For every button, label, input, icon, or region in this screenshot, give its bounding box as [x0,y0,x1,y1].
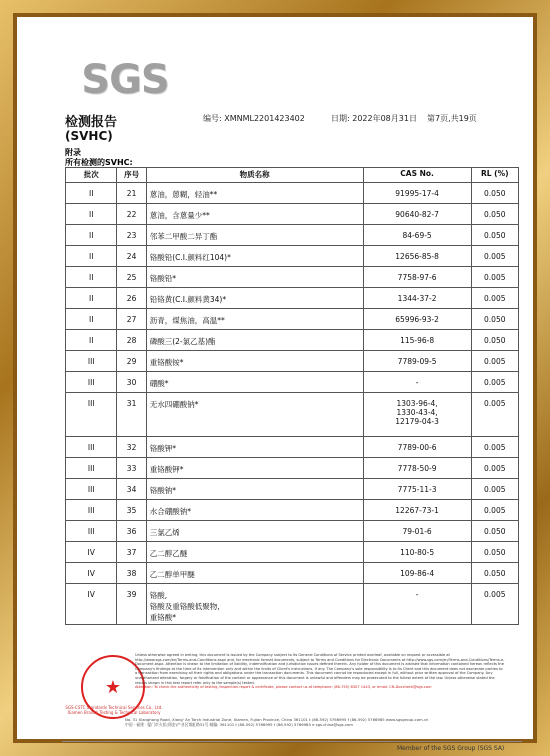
table-row [66,246,519,267]
all-svhc-label: 所有检测的SVHC: [65,158,133,167]
batch-cell: II [66,288,117,309]
table-row [66,225,519,246]
table-row [66,542,519,563]
member-text: Member of the SGS Group (SGS SA) [397,745,505,752]
substance-name-cell: 无水四硼酸钠* [146,393,363,437]
rl-cell: 0.050 [471,542,518,563]
seq-cell: 28 [117,330,146,351]
disclaimer: Unless otherwise agreed in writing, this document is issued by the Company subject to its General Conditions of Service printed overleaf, available on request or accessible at http://www.sgs.com/en/Terms-and-Conditions.aspx and, for electronic format documents, subject to Terms and Conditions for Electronic Documents at http://www.sgs.com/en/Terms-and-Conditions/Terms-e-Document.aspx. Attention is drawn to the limitation of liability, indemnification and jurisdiction issues defined therein. Any holder of this document is advised that information contained hereon reflects the Company's findings at the time of its intervention only and within the limits of Client's instructions, if any. The Company's sole responsibility is to its Client and this document does not exonerate parties to a transaction from exercising all their rights and obligations under the transaction documents. This document cannot be reproduced except in full, without prior written approval of the Company. Any unauthorized alteration, forgery or falsification of the content or appearance of this document is unlawful and offenders may be prosecuted to the fullest extent of the law. Unless otherwise stated the results shown in this test report refer only to the sample(s) tested. [135,653,505,685]
cas-cell: - [363,584,471,625]
seq-cell: 21 [117,183,146,204]
batch-cell: IV [66,584,117,625]
table-row [66,437,519,458]
substance-name-cell: 蒽油，含蒽量少** [146,204,363,225]
report-title: 检测报告 [65,115,118,130]
col-rl: RL (%) [471,168,518,183]
seq-cell: 24 [117,246,146,267]
seq-cell: 38 [117,563,146,584]
seq-cell: 30 [117,372,146,393]
substance-name-cell: 重铬酸钾* [146,458,363,479]
cas-cell: 65996-93-2 [363,309,471,330]
col-cas: CAS No. [363,168,471,183]
rl-cell: 0.005 [471,288,518,309]
table-row [66,309,519,330]
substance-name-cell: 蒽油，蒽糊，轻油** [146,183,363,204]
substance-name-cell: 铬酸钠* [146,479,363,500]
sgs-logo: SGS [81,57,169,103]
cas-cell: 109-86-4 [363,563,471,584]
svhc-table [65,167,519,625]
seal-caption: SGS-CSTC Standards Technical Services Co., Ltd. Xiamen Branch Testing & Technical Laboratory [65,705,163,715]
table-row [66,204,519,225]
report-number: 编号: XMNML2201423402 [203,114,305,123]
substance-name-cell: 铅铬黄(C.I.颜料黄34)* [146,288,363,309]
seq-cell: 33 [117,458,146,479]
substance-name-cell: 乙二醇乙醚 [146,542,363,563]
table-row [66,563,519,584]
substance-name-cell: 磷酸三(2-氯乙基)酯 [146,330,363,351]
cas-cell: 90640-82-7 [363,204,471,225]
footer-divider [62,741,522,742]
rl-cell: 0.050 [471,521,518,542]
rl-cell: 0.005 [471,246,518,267]
table-row [66,584,519,625]
batch-cell: III [66,437,117,458]
rl-cell: 0.005 [471,458,518,479]
substance-name-cell: 铬酸铅(C.I.颜料红104)* [146,246,363,267]
seq-cell: 39 [117,584,146,625]
cas-cell: 7775-11-3 [363,479,471,500]
cas-cell: 79-01-6 [363,521,471,542]
attention-text: Attention: To check the authenticity of testing /inspection report & certificate, please contact us at telephone: (86-755) 8307 1443, or email: CN.Doccheck@sgs.com [135,685,432,690]
rl-cell: 0.005 [471,267,518,288]
rl-cell: 0.005 [471,584,518,625]
table-row [66,330,519,351]
substance-name-cell: 铬酸铅* [146,267,363,288]
batch-cell: III [66,372,117,393]
cas-cell: - [363,372,471,393]
cas-cell: 1303-96-4, 1330-43-4, 12179-04-3 [363,393,471,437]
address-cn: 中国 · 福建 · 厦门市火炬(翔安)产业区翔虹路31号 邮编: 361101 t (86-592) 5766995 f (86-592) 5766985 e sgs.china@sgs.com [125,722,353,727]
substance-name-cell: 乙二醇单甲醚 [146,563,363,584]
seq-cell: 36 [117,521,146,542]
rl-cell: 0.005 [471,372,518,393]
table-row [66,288,519,309]
company-seal: ★ [81,655,145,719]
batch-cell: III [66,351,117,372]
batch-cell: II [66,225,117,246]
table-header-row [66,168,519,183]
cas-cell: 7778-50-9 [363,458,471,479]
cas-cell: 110-80-5 [363,542,471,563]
table-body [66,183,519,625]
batch-cell: II [66,267,117,288]
rl-cell: 0.050 [471,183,518,204]
address-block [125,717,525,727]
cas-cell: 12656-85-8 [363,246,471,267]
table-row [66,479,519,500]
batch-cell: II [66,309,117,330]
seq-cell: 27 [117,309,146,330]
batch-cell: III [66,479,117,500]
rl-cell: 0.050 [471,204,518,225]
seq-cell: 29 [117,351,146,372]
rl-cell: 0.005 [471,393,518,437]
address-en: No. 31 Xianghong Road, Xiang' An Torch Industrial Zone, Xiamen, Fujian Province, China 361101 t (86-592) 5766995 f (86-592) 5766985 www.sgsgroup.com.cn [125,717,429,722]
cas-cell: 7789-09-5 [363,351,471,372]
seq-cell: 26 [117,288,146,309]
substance-name-cell: 铬酸, 铬酸及重铬酸低聚物, 重铬酸* [146,584,363,625]
table-row [66,351,519,372]
table-row [66,372,519,393]
rl-cell: 0.050 [471,309,518,330]
batch-cell: II [66,330,117,351]
cas-cell: 115-96-8 [363,330,471,351]
seq-cell: 23 [117,225,146,246]
batch-cell: III [66,521,117,542]
batch-cell: IV [66,542,117,563]
cas-cell: 84-69-5 [363,225,471,246]
table-row [66,393,519,437]
cas-cell: 12267-73-1 [363,500,471,521]
seq-cell: 25 [117,267,146,288]
page-number: 第7页,共19页 [427,114,477,123]
substance-name-cell: 沥青，煤焦油，高温** [146,309,363,330]
appendix-label: 附录 [65,148,81,157]
batch-cell: II [66,246,117,267]
cas-cell: 91995-17-4 [363,183,471,204]
batch-cell: III [66,393,117,437]
table-row [66,183,519,204]
batch-cell: III [66,458,117,479]
substance-name-cell: 硼酸* [146,372,363,393]
col-name: 物质名称 [146,168,363,183]
seq-cell: 37 [117,542,146,563]
rl-cell: 0.005 [471,479,518,500]
disclaimer-text [135,653,505,690]
rl-cell: 0.050 [471,563,518,584]
seq-cell: 34 [117,479,146,500]
table-row [66,267,519,288]
substance-name-cell: 重铬酸铵* [146,351,363,372]
substance-name-cell: 铬酸钾* [146,437,363,458]
table-row [66,458,519,479]
seq-cell: 32 [117,437,146,458]
col-seq: 序号 [117,168,146,183]
substance-name-cell: 三氯乙烯 [146,521,363,542]
substance-name-cell: 邻苯二甲酸二异丁酯 [146,225,363,246]
rl-cell: 0.005 [471,500,518,521]
seq-cell: 22 [117,204,146,225]
seq-cell: 31 [117,393,146,437]
batch-cell: II [66,204,117,225]
cas-cell: 1344-37-2 [363,288,471,309]
batch-cell: II [66,183,117,204]
report-date: 日期: 2022年08月31日 [331,114,417,123]
table-row [66,500,519,521]
rl-cell: 0.050 [471,225,518,246]
seq-cell: 35 [117,500,146,521]
batch-cell: III [66,500,117,521]
col-batch: 批次 [66,168,117,183]
rl-cell: 0.005 [471,351,518,372]
rl-cell: 0.050 [471,330,518,351]
table-row [66,521,519,542]
cas-cell: 7758-97-6 [363,267,471,288]
rl-cell: 0.005 [471,437,518,458]
document-page [17,17,533,752]
report-subtitle: (SVHC) [65,129,113,143]
batch-cell: IV [66,563,117,584]
cas-cell: 7789-00-6 [363,437,471,458]
substance-name-cell: 水合硼酸钠* [146,500,363,521]
